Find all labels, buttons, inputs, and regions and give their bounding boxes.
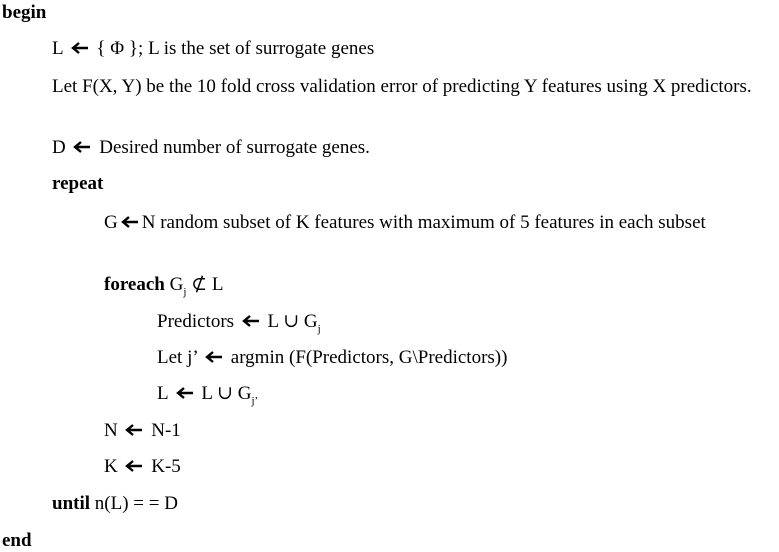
k-update-lhs: K [104, 456, 118, 477]
d-init-lhs: D [52, 137, 66, 158]
until-line [52, 493, 178, 515]
let-j-lhs: Let j’ [157, 347, 198, 368]
g-assign-line [52, 209, 774, 237]
left-arrow-icon [73, 140, 91, 154]
predictors-assign-lhs: Predictors [157, 311, 235, 332]
let-j-rhs: argmin (F(Predictors, G\Predictors)) [230, 347, 508, 368]
repeat-keyword: repeat [52, 173, 104, 194]
until-condition: n(L) = = D [90, 493, 178, 514]
predictors-assign-subscript: j [317, 323, 321, 335]
l-init-line [52, 38, 374, 60]
n-update-rhs: N-1 [151, 420, 181, 441]
left-arrow-icon [121, 215, 139, 229]
l-init-lhs: L [52, 38, 63, 59]
left-arrow-icon [205, 350, 223, 364]
foreach-var-subscript: j [183, 286, 187, 298]
d-init-line [52, 137, 370, 159]
l-update-line [157, 383, 258, 405]
l-init-rhs: { Φ }; L is the set of surrogate genes [96, 38, 375, 59]
left-arrow-icon [71, 41, 89, 55]
n-update-lhs: N [104, 420, 118, 441]
g-assign-rhs: N random subset of K features with maximum of 5 features in each subset [141, 212, 706, 233]
until-keyword: until [52, 493, 91, 514]
l-update-lhs: L [157, 383, 168, 404]
let-f-definition: Let F(X, Y) be the 10 fold cross validation error of predicting Y features using X predictors. [52, 76, 752, 97]
k-update-rhs: K-5 [151, 456, 181, 477]
foreach-condition: ⊄ L [186, 274, 224, 295]
g-assign-lhs: G [104, 212, 118, 233]
left-arrow-icon [242, 314, 260, 328]
n-update-line [104, 420, 181, 442]
left-arrow-icon [125, 423, 143, 437]
l-update-subscript: j’ [251, 395, 259, 407]
predictors-assign-line [157, 311, 321, 333]
foreach-var: G [169, 274, 184, 295]
foreach-keyword: foreach [104, 274, 165, 295]
left-arrow-icon [125, 459, 143, 473]
left-arrow-icon [176, 386, 194, 400]
predictors-assign-rhs: L ∪ G [267, 311, 318, 332]
k-update-line [104, 456, 181, 478]
end-keyword: end [2, 530, 32, 551]
begin-keyword: begin [2, 2, 47, 23]
d-init-rhs: Desired number of surrogate genes. [99, 137, 370, 158]
l-update-rhs: L ∪ G [201, 383, 252, 404]
foreach-line [104, 274, 223, 296]
let-j-line [157, 347, 507, 369]
